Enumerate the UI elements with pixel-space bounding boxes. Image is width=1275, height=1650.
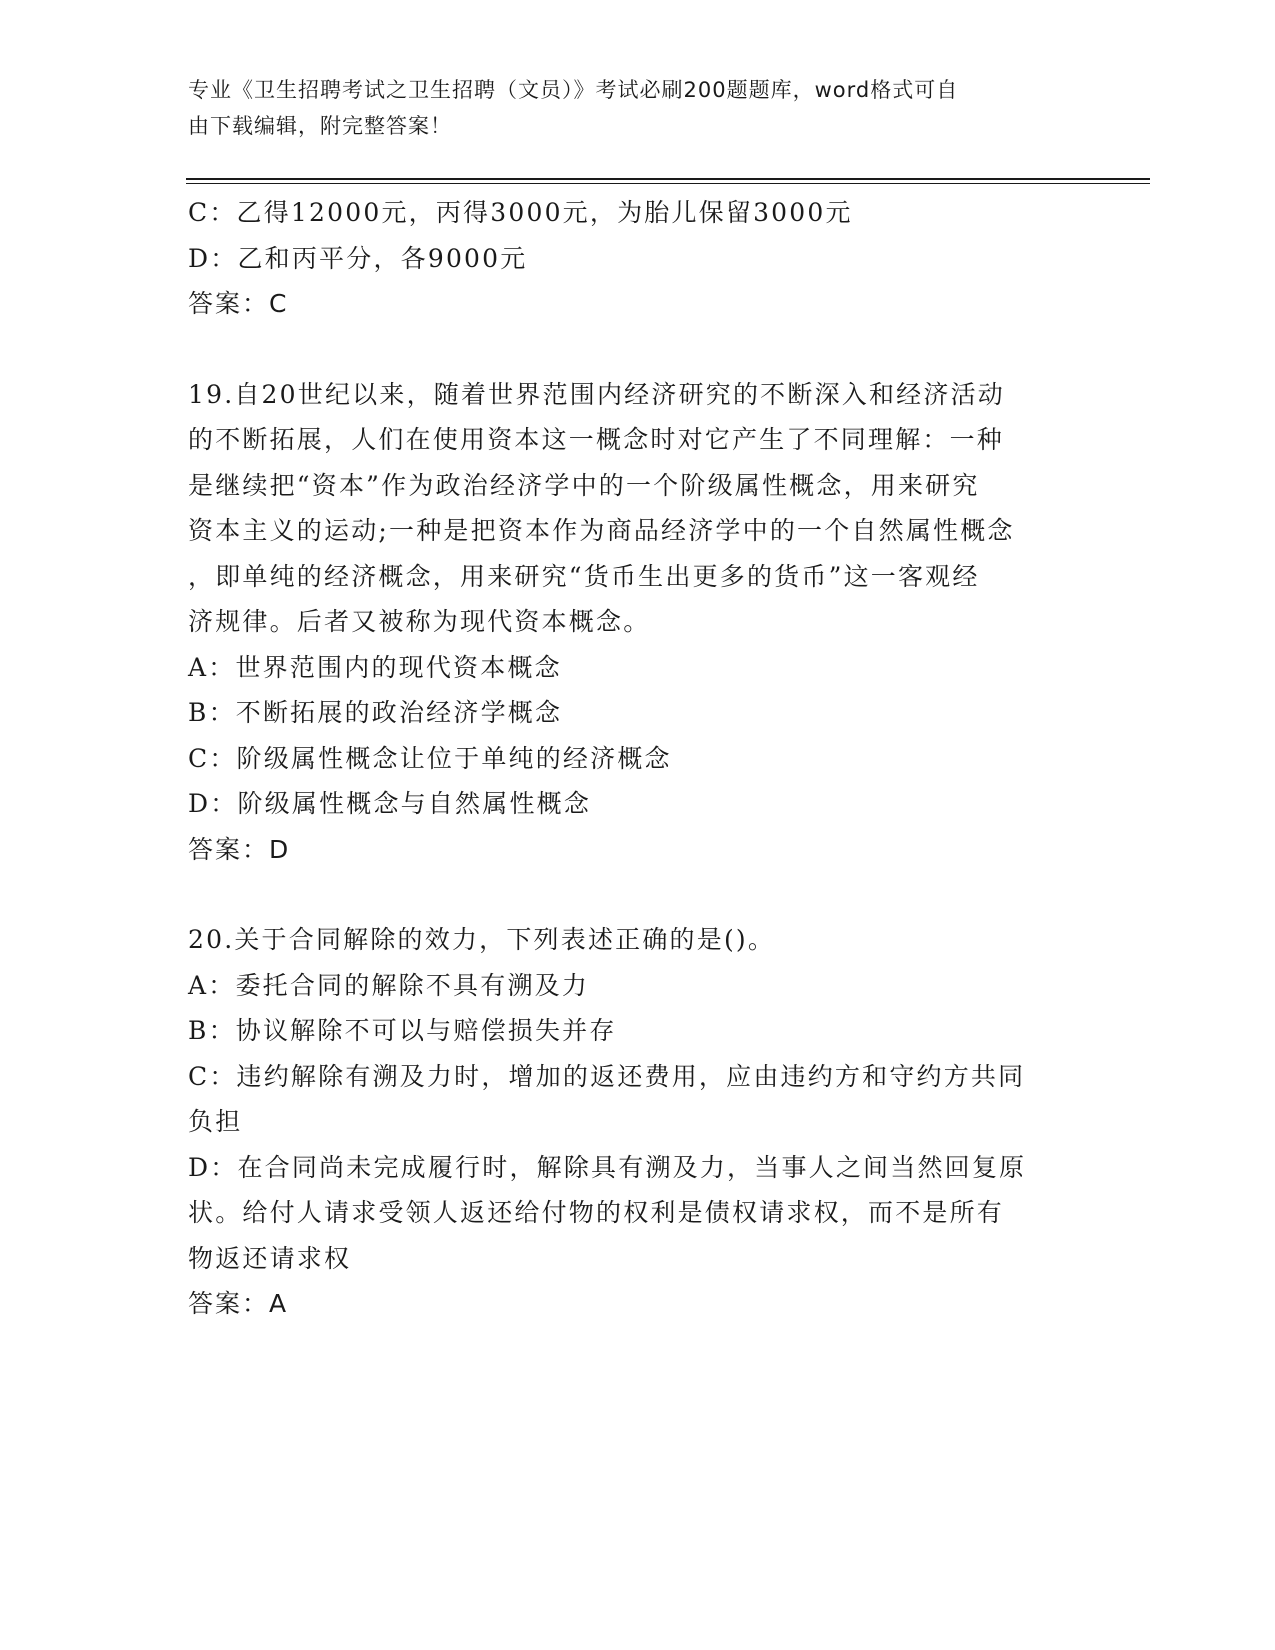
question-19: [188, 372, 1068, 873]
option-d-continued: 物返还请求权: [188, 1243, 352, 1273]
answer-line: 答案：C: [188, 289, 289, 318]
option-c: C：违约解除有溯及力时，增加的返还费用，应由违约方和守约方共同: [188, 1061, 1026, 1091]
answer-line: 答案：A: [188, 1289, 289, 1318]
document-body: [188, 190, 1068, 1327]
question-stem-line: ，即单纯的经济概念，用来研究“货币生出更多的货币”这一客观经: [188, 561, 980, 591]
header-rule-thin: [186, 183, 1150, 184]
document-header: [188, 72, 1068, 144]
option-a: A：委托合同的解除不具有溯及力: [188, 970, 590, 1000]
option-d: D：乙和丙平分，各9000元: [188, 243, 528, 273]
question-stem-line: 济规律。后者又被称为现代资本概念。: [188, 607, 651, 636]
answer-line: 答案：D: [188, 834, 291, 864]
header-rule-thick: [186, 178, 1150, 180]
option-b: B：不断拓展的政治经济学概念: [188, 698, 563, 727]
option-d-continued: 状。给付人请求受领人返还给付物的权利是债权请求权，而不是所有: [188, 1198, 1005, 1227]
spacer: [188, 872, 1068, 917]
spacer: [188, 327, 1068, 372]
previous-question-tail: [188, 190, 1068, 327]
option-d: D：阶级属性概念与自然属性概念: [188, 789, 592, 818]
header-title-line-2: 由下载编辑，附完整答案！: [188, 114, 452, 138]
question-20: [188, 917, 1068, 1327]
question-stem: 20.关于合同解除的效力，下列表述正确的是()。: [188, 925, 776, 954]
question-stem-line: 是继续把“资本”作为政治经济学中的一个阶级属性概念，用来研究: [188, 470, 980, 500]
question-stem-line: 的不断拓展，人们在使用资本这一概念时对它产生了不同理解：一种: [188, 425, 1005, 454]
option-c: C：乙得12000元，丙得3000元，为胎儿保留3000元: [188, 198, 853, 227]
option-b: B：协议解除不可以与赔偿损失并存: [188, 1016, 617, 1045]
option-a: A：世界范围内的现代资本概念: [188, 652, 562, 682]
option-c-continued: 负担: [188, 1107, 243, 1136]
option-c: C：阶级属性概念让位于单纯的经济概念: [188, 743, 672, 773]
question-stem-line: 19.自20世纪以来，随着世界范围内经济研究的不断深入和经济活动: [188, 379, 1005, 409]
header-title-line-1: 专业《卫生招聘考试之卫生招聘（文员）》考试必刷200题题库，word格式可自: [188, 78, 959, 102]
question-stem-line: 资本主义的运动;一种是把资本作为商品经济学中的一个自然属性概念: [188, 516, 1015, 545]
option-d: D：在合同尚未完成履行时，解除具有溯及力，当事人之间当然回复原: [188, 1152, 1027, 1182]
